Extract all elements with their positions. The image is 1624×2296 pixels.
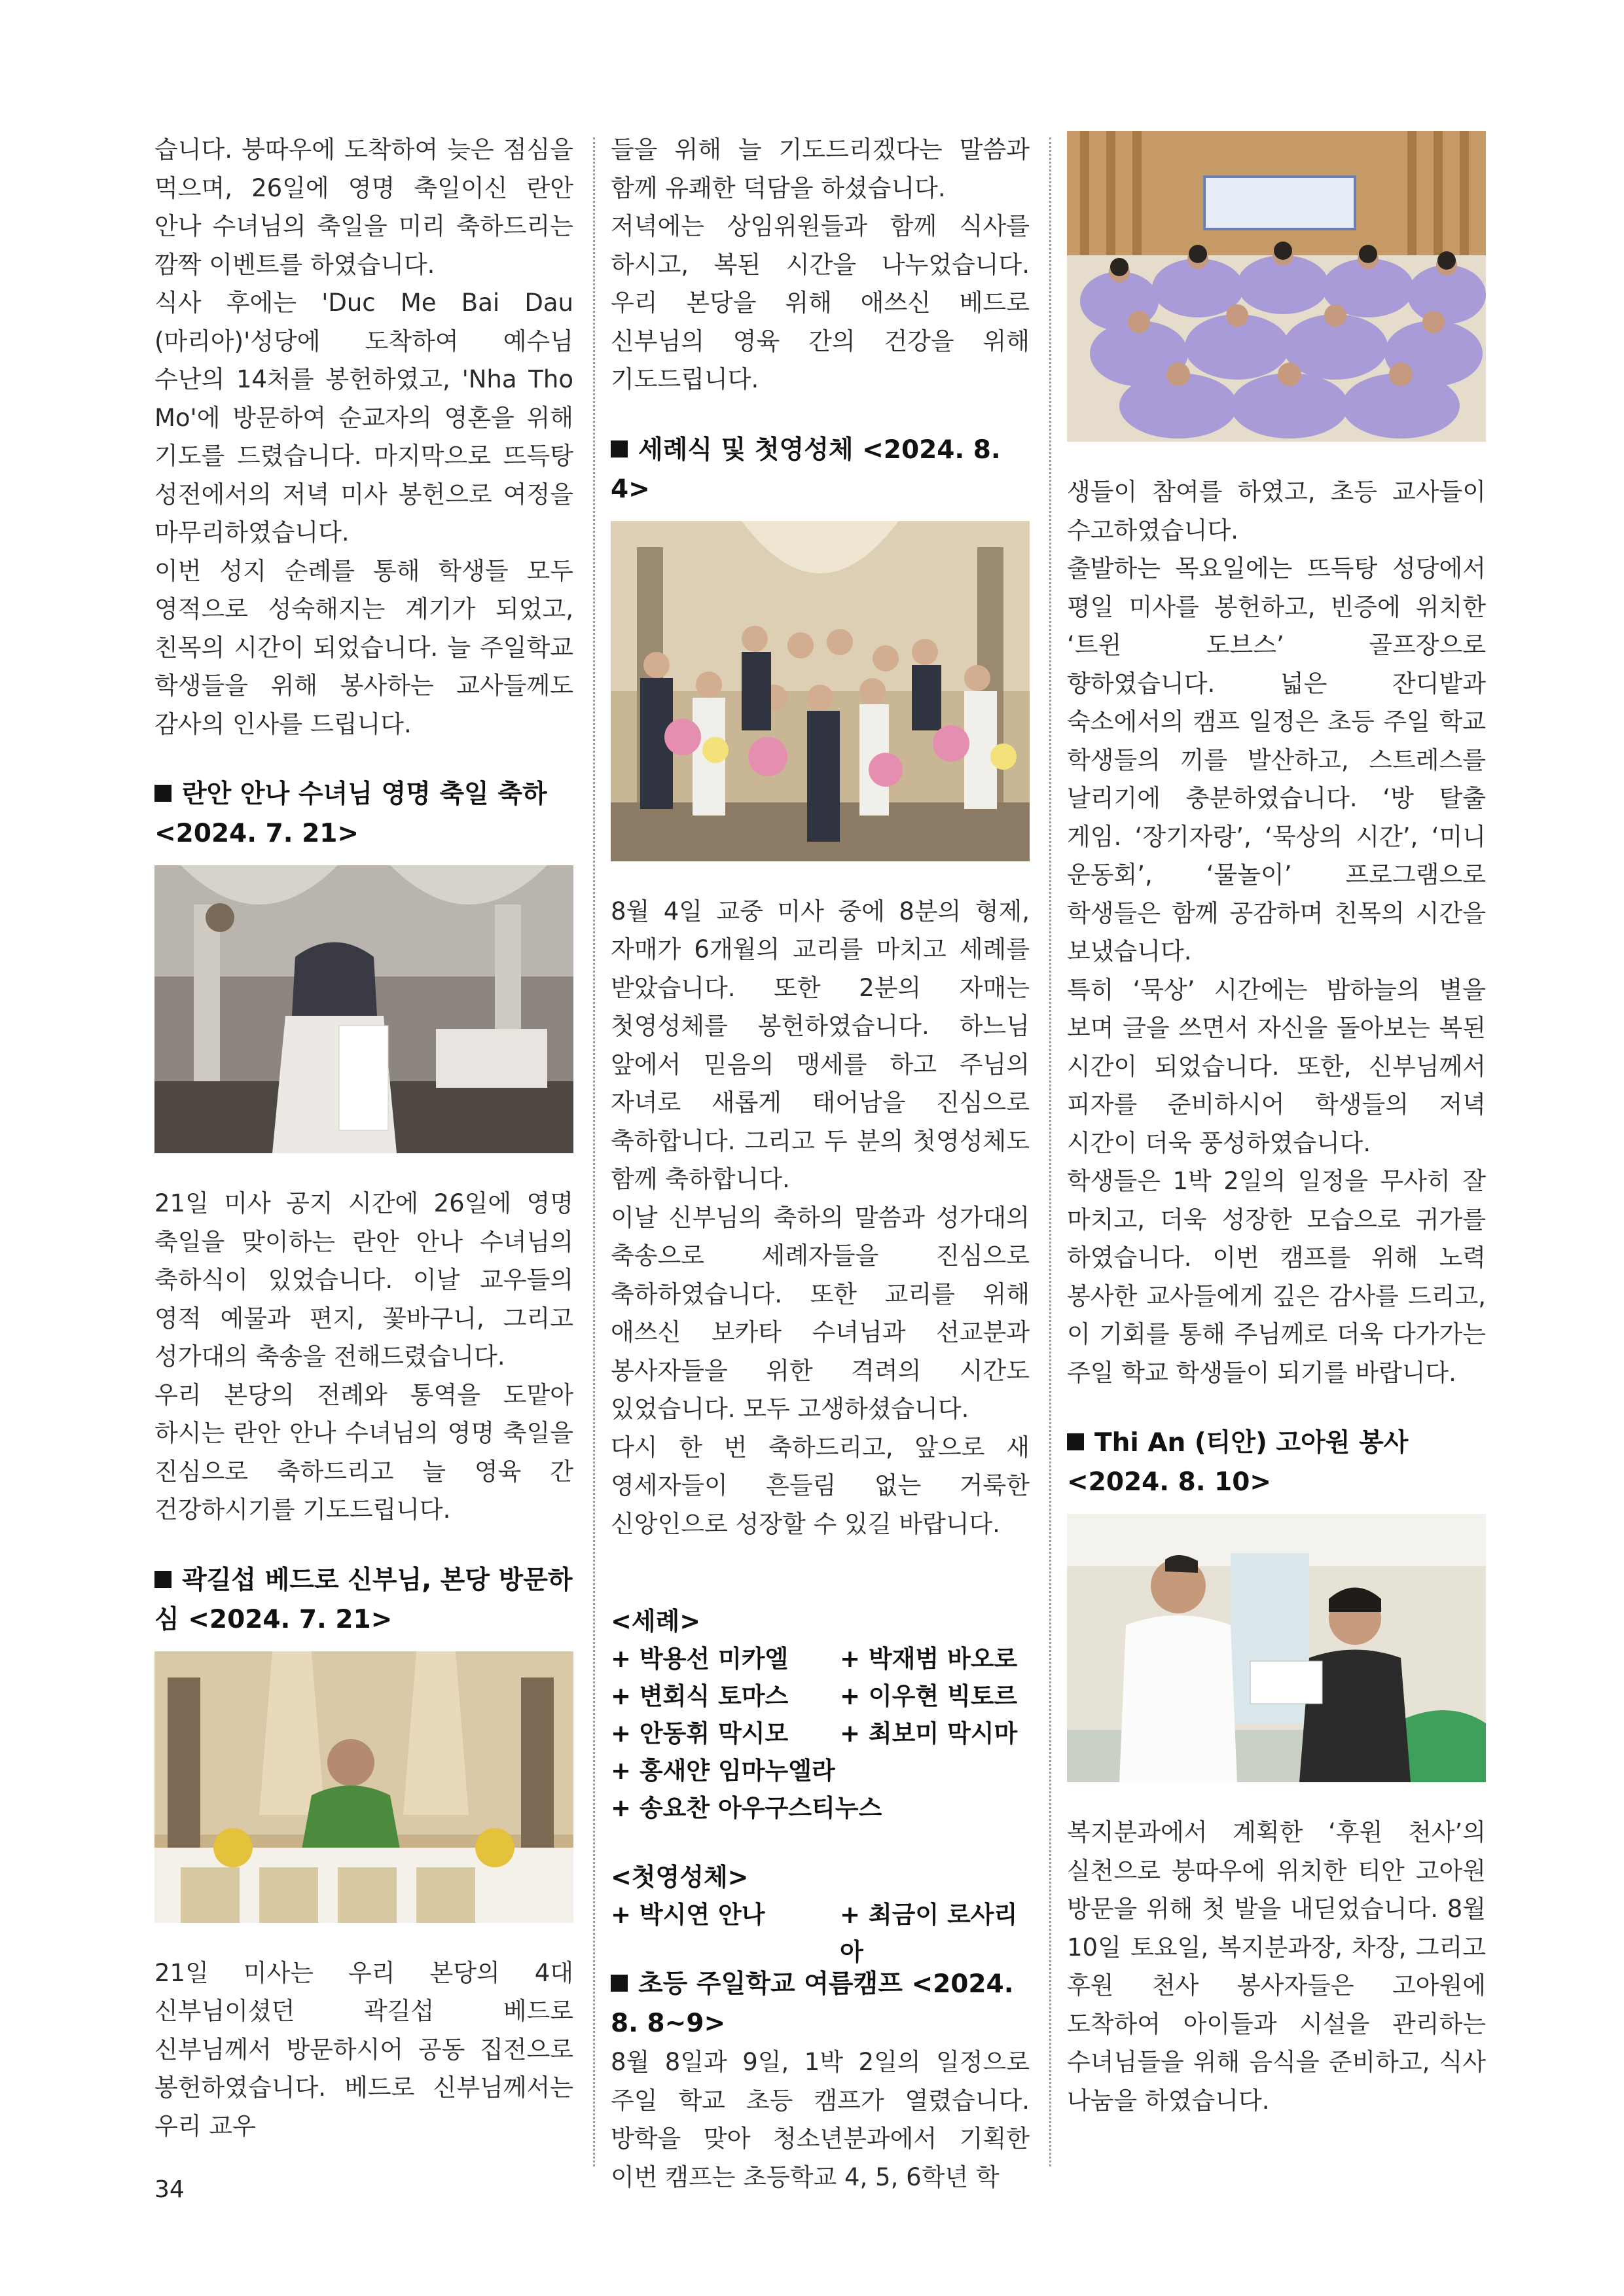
section-heading-orphanage bbox=[1067, 1424, 1486, 1502]
photo-orphanage-donation bbox=[1067, 1514, 1486, 1782]
heading-text: Thi An (티안) 고아원 봉사 <2024. 8. 10> bbox=[1067, 1428, 1409, 1497]
section-heading-priest-visit bbox=[154, 1561, 573, 1640]
heading-text: 곽길섭 베드로 신부님, 본당 방문하심 <2024. 7. 21> bbox=[154, 1565, 573, 1634]
heading-text: 초등 주일학교 여름캠프 <2024. 8. 8~9> bbox=[611, 1969, 1014, 2038]
photo-summer-camp-group bbox=[1067, 131, 1486, 442]
list-item: + 송요찬 아우구스티누스 bbox=[611, 1794, 882, 1822]
paragraph: 식사 후에는 'Duc Me Bai Dau (마리아)'성당에 도착하여 예수님 수난의 14처를 봉헌하였고, 'Nha Tho Mo'에 방문하여 순교자의 영혼을 위해 기도를 드렸습니다. 마지막으로 뜨득탕 성전에서의 저녁 미사 봉헌으로 여정을 마무리하였습니다. bbox=[154, 289, 573, 547]
paragraph: 8월 8일과 9일, 1박 2일의 일정으로 주일 학교 초등 캠프가 열렸습니다. 방학을 맞아 청소년분과에서 기획한 이번 캠프는 초등학교 4, 5, 6학년 학 bbox=[611, 2048, 1030, 2191]
paragraph: 저녁에는 상임위원들과 함께 식사를 하시고, 복된 시간을 나누었습니다. 우리 본당을 위해 애쓰신 베드로 신부님의 영육 간의 건강을 위해 기도드립니다. bbox=[611, 212, 1030, 393]
heading-text: 세례식 및 첫영성체 <2024. 8. 4> bbox=[611, 435, 1001, 504]
page-number: 34 bbox=[154, 2176, 185, 2203]
paragraph: 우리 본당의 전례와 통역을 도맡아 하시는 란안 안나 수녀님의 영명 축일을 진심으로 축하드리고 늘 영육 간 건강하시기를 기도드립니다. bbox=[154, 1380, 573, 1524]
paragraph: 이날 신부님의 축하의 말씀과 성가대의 축송으로 세례자들을 진심으로 축하하였습니다. 또한 교리를 위해 애쓰신 보카타 수녀님과 선교분과 봉사자들을 위한 격려의 시간도 있었습니다. 모두 고생하셨습니다. bbox=[611, 1203, 1030, 1423]
list-item: + 홍새얀 임마누엘라 bbox=[611, 1757, 835, 1785]
paragraph: 다시 한 번 축하드리고, 앞으로 새 영세자들이 흔들림 없는 거룩한 신앙인으로 성장할 수 있길 바랍니다. bbox=[611, 1433, 1030, 1538]
communion-list-title: <첫영성체> bbox=[611, 1863, 749, 1892]
section-heading-summer-camp bbox=[611, 1965, 1030, 2043]
square-bullet-icon bbox=[154, 1571, 171, 1588]
heading-text: 란안 안나 수녀님 영명 축일 축하 <2024. 7. 21> bbox=[154, 780, 547, 848]
paragraph: 이번 성지 순례를 통해 학생들 모두 영적으로 성숙해지는 계기가 되었고, 친목의 시간이 되었습니다. 늘 주일학교 학생들을 위해 봉사하는 교사들께도 감사의 인사를 드립니다. bbox=[154, 556, 573, 738]
section-heading-baptism bbox=[611, 431, 1030, 509]
column-3 bbox=[1067, 131, 1486, 2120]
list-item: + 변회식 토마스 + 이우현 빅토르 bbox=[611, 1682, 1018, 1710]
paragraph: 출발하는 목요일에는 뜨득탕 성당에서 평일 미사를 봉헌하고, 빈증에 위치한 ‘트윈 도브스’ 골프장으로 향하였습니다. 넓은 잔디밭과 숙소에서의 캠프 일정은 초등 주일 학교 학생들의 끼를 발산하고, 스트레스를 날리기에 충분하였습니다. ‘방 탈출 게임. ‘장기자랑’, ‘묵상의 시간’, ‘미니 운동회’, ‘물놀이’ 프로그램으로 학생들은 함께 공감하며 친목의 시간을 보냈습니다. bbox=[1067, 554, 1486, 965]
column-divider-1 bbox=[593, 137, 595, 2166]
paragraph: 특히 ‘묵상’ 시간에는 밤하늘의 별을 보며 글을 쓰면서 자신을 돌아보는 복된 시간이 되었습니다. 또한, 신부님께서 피자를 준비하시어 학생들의 저녁 시간이 더욱 풍성하였습니다. bbox=[1067, 975, 1486, 1157]
photo-sister-with-certificate bbox=[154, 865, 573, 1153]
paragraph: 생들이 참여를 하였고, 초등 교사들이 수고하였습니다. bbox=[1067, 478, 1486, 545]
paragraph: 습니다. 붕따우에 도착하여 늦은 점심을 먹으며, 26일에 영명 축일이신 란안 안나 수녀님의 축일을 미리 축하드리는 깜짝 이벤트를 하였습니다. bbox=[154, 135, 573, 279]
list-item: + 박시연 안나 + 최금이 로사리아 bbox=[611, 1901, 1018, 1966]
paragraph: 8월 4일 교중 미사 중에 8분의 형제, 자매가 6개월의 교리를 마치고 세례를 받았습니다. 또한 2분의 자매는 첫영성체를 봉헌하였습니다. 하느님 앞에서 믿음의 맹세를 하고 주님의 자녀로 새롭게 태어남을 진심으로 축하합니다. 그리고 두 분의 첫영성체도 함께 축하합니다. bbox=[611, 897, 1030, 1193]
baptism-list bbox=[611, 1640, 1030, 1827]
list-item: + 박용선 미카엘 + 박재범 바오로 bbox=[611, 1645, 1018, 1673]
baptism-list-title: <세례> bbox=[611, 1607, 701, 1636]
list-item: + 안동휘 막시모 + 최보미 막시마 bbox=[611, 1719, 1018, 1748]
section-heading-sister-feast bbox=[154, 775, 573, 853]
paragraph: 복지분과에서 계획한 ‘후원 천사’의 실천으로 붕따우에 위치한 티안 고아원 방문을 위해 첫 발을 내딛었습니다. 8월 10일 토요일, 복지분과장, 차장, 그리고 후원 천사 봉사자들은 고아원에 도착하여 아이들과 시설을 관리하는 수녀님들을 위해 음식을 준비하고, 식사 나눔을 하였습니다. bbox=[1067, 1818, 1486, 2115]
communion-list bbox=[611, 1896, 1030, 1966]
photo-baptism-group bbox=[611, 521, 1030, 861]
square-bullet-icon bbox=[154, 785, 171, 802]
square-bullet-icon bbox=[611, 1975, 628, 1992]
column-2 bbox=[611, 131, 1030, 2197]
paragraph: 21일 미사 공지 시간에 26일에 영명 축일을 맞이하는 란안 안나 수녀님의 축하식이 있었습니다. 이날 교우들의 영적 예물과 편지, 꽃바구니, 그리고 성가대의 축송을 전해드렸습니다. bbox=[154, 1189, 573, 1371]
square-bullet-icon bbox=[1067, 1433, 1084, 1450]
paragraph: 학생들은 1박 2일의 일정을 무사히 잘 마치고, 더욱 성장한 모습으로 귀가를 하였습니다. 이번 캠프를 위해 노력 봉사한 교사들에게 깊은 감사를 드리고, 이 기회를 통해 주님께로 더욱 다가가는 주일 학교 학생들이 되기를 바랍니다. bbox=[1067, 1167, 1486, 1387]
paragraph: 21일 미사는 우리 본당의 4대 신부님이셨던 곽길섭 베드로 신부님께서 방문하시어 공동 집전으로 봉헌하였습니다. 베드로 신부님께서는 우리 교우 bbox=[154, 1958, 573, 2140]
square-bullet-icon bbox=[611, 440, 628, 457]
column-divider-2 bbox=[1049, 137, 1051, 2166]
photo-priest-at-altar bbox=[154, 1651, 573, 1923]
column-1 bbox=[154, 131, 573, 2145]
paragraph: 들을 위해 늘 기도드리겠다는 말씀과 함께 유쾌한 덕담을 하셨습니다. bbox=[611, 135, 1030, 202]
